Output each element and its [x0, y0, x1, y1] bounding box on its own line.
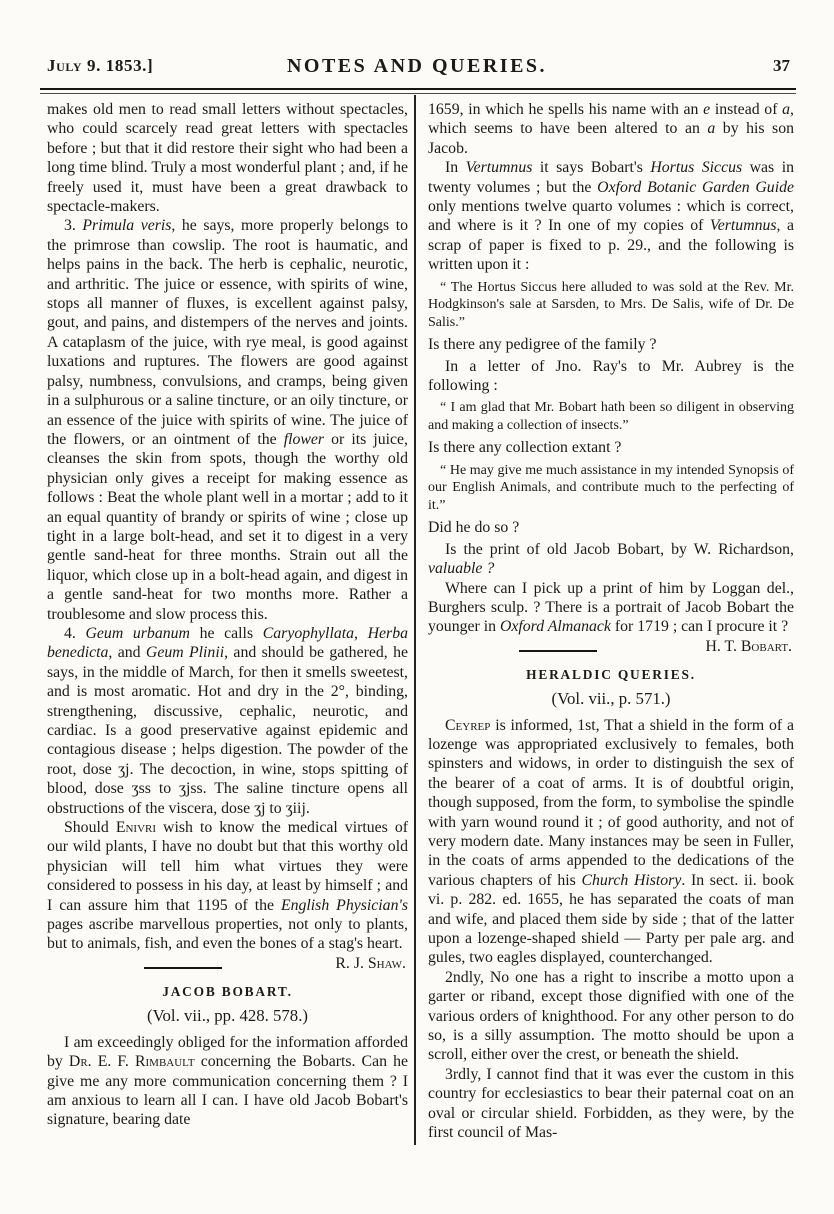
paragraph-text: makes old men to read small letters without spectacles, who could scarcely read great letters with spectacles before ; but that it did restore their sight who had been a long time blind. Truly a most wonderful plant ; and, if he freely used it, must have been a great drawback to spectacle-makers.: [47, 101, 408, 216]
paragraph: [47, 624, 408, 818]
paragraph-text: Should Enivri wish to know the medical virtues of our wild plants, I have no doubt but that this worthy old physician will tell him what virtues they were considered to possess in his day, at least by himself ; and I can assure him that 1195 of the English Physician's pages ascribe marvellous properties, not only to plants, but to animals, fish, and even the bones of a stag's heart.: [47, 819, 408, 953]
section-divider: [144, 967, 222, 969]
paragraph-text: In Vertumnus it says Bobart's Hortus Siccus was in twenty volumes ; but the Oxford Botanic Garden Guide only mentions twelve quarto volumes : which is correct, and where is it ? In one of my copies of Vertumnus, a scrap of paper is fixed to p. 29., and the following is written upon it :: [428, 159, 794, 274]
paragraph: [428, 100, 794, 158]
section-heading: JACOB BOBART.: [162, 983, 293, 999]
section-heading: HERALDIC QUERIES.: [526, 666, 696, 682]
paragraph: [428, 1065, 794, 1143]
block-quote: “ I am glad that Mr. Bobart hath been so diligent in observing and making a collection of insects.”: [428, 400, 794, 433]
paragraph-text: 3rdly, I cannot find that it was ever the custom in this country for ecclesiastics to bear their paternal coat on an oval or circular shield. Forbidden, as they were, by the first council of Mas-: [428, 1065, 794, 1142]
paragraph: [428, 357, 794, 396]
query-line: Is there any pedigree of the family ?: [428, 336, 657, 354]
paragraph: [47, 818, 408, 972]
author-signature: R. J. Shaw.: [335, 954, 406, 972]
paragraph: [428, 579, 794, 655]
header-rule: [40, 88, 796, 94]
volume-reference: (Vol. vii., p. 571.): [551, 689, 671, 709]
paragraph-text: 4. Geum urbanum he calls Caryophyllata, Herba benedicta, and Geum Plinii, and should be gathered, he says, in the middle of March, for then it smells sweetest, and is most aromatic. Hot and dry in the 2°, binding, strengthening, discussive, cephalic, neurotic, and cardiac. Is a good preservative against epidemic and contagious disease ; helps digestion. The powder of the root, dose ʒj. The decoction, in wine, stops spitting of blood, dose ʒss to ʒjss. The saline tincture opens all obstructions of the viscera, dose ʒj to ʒiij.: [47, 624, 408, 817]
paragraph-text: Is the print of old Jacob Bobart, by W. Richardson, valuable ?: [428, 540, 794, 578]
paragraph: [428, 716, 794, 968]
query-line: Is there any collection extant ?: [428, 439, 622, 457]
paragraph: [47, 1033, 408, 1130]
column-divider: [414, 95, 416, 1145]
paragraph: [428, 968, 794, 1065]
header-date: July 9. 1853.]: [47, 56, 154, 75]
paragraph: [47, 100, 408, 216]
right-column: [428, 100, 794, 1142]
paragraph-text: 2ndly, No one has a right to inscribe a motto upon a garter or riband, except those dignified with one of the various orders of knighthood. For any other person to do so, is a silly assumption. The motto should be upon a scroll, either over the crest, or beneath the shield.: [428, 968, 794, 1064]
paragraph-text: In a letter of Jno. Ray's to Mr. Aubrey is the following :: [428, 357, 794, 394]
paragraph-text: Where can I pick up a print of him by Loggan del., Burghers sculp. ? There is a portrait of Jacob Bobart the younger in Oxford Almanack for 1719 ; can I procure it ?: [428, 579, 794, 636]
paragraph: [428, 540, 794, 579]
paragraph-text: Ceyrep is informed, 1st, That a shield in the form of a lozenge was appropriated exclusively to females, both spinsters and widows, in order to distinguish the sex of the bearer of a coat of arms. It is of doubtful origin, though supposed, from the form, to symbolise the spindle with yarn wound round it ; of good authority, and not of very modern date. Many instances may be seen in Fuller, in the coats of arms appended to the dedications of the various chapters of his Church History. In sect. ii. book vi. p. 282. ed. 1655, he has separated the coats of man and wife, and placed them side by side ; that of the latter upon a lozenge-shaped shield — Party per pale arg. and gules, two eagles displayed, counterchanged.: [428, 716, 795, 967]
block-quote: “ He may give me much assistance in my intended Synopsis of our English Animals, and contribute much to the perfecting of it.”: [428, 462, 794, 513]
block-quote: “ The Hortus Siccus here alluded to was sold at the Rev. Mr. Hodgkinson's sale at Sarsden, to Mrs. De Salis, wife of Dr. De Salis.”: [428, 279, 794, 330]
paragraph-text: I am exceedingly obliged for the information afforded by Dr. E. F. Rimbault concerning the Bobarts. Can he give me any more communication concerning them ? I am anxious to learn all I can. I have old Jacob Bobart's signature, bearing date: [47, 1033, 408, 1129]
query-line: Did he do so ?: [428, 519, 520, 537]
volume-reference: (Vol. vii., pp. 428. 578.): [147, 1006, 308, 1026]
paragraph-text: 1659, in which he spells his name with an e instead of a, which seems to have been altered to an a by his son Jacob.: [428, 101, 794, 157]
author-signature: H. T. Bobart.: [705, 637, 792, 655]
page-title: NOTES AND QUERIES.: [286, 55, 548, 77]
page-number: 37: [773, 56, 790, 75]
section-divider: [519, 650, 597, 652]
paragraph: [47, 216, 408, 624]
paragraph-text: 3. Primula veris, he says, more properly belongs to the primrose than cowslip. The root is haumatic, and helps pains in the back. The herb is cephalic, neurotic, and arthritic. The juice or essence, with spirits of wine, stops all manner of fluxes, is excellent against palsy, gout, and pains, and distempers of the nerves and joints. A cataplasm of the juice, with rye meal, is good against luxations and ruptures. The flowers are good against palsy, numbness, convulsions, and cramps, being given in a sulphurous or a saline tincture, or an oily tincture, or an essence of the juice with spirits of wine. The juice of the flowers, or an ointment of the flower or its juice, cleanses the skin from spots, though the worthy old physician only gives a receipt for making essence as follows : Beat the whole plant well in a mortar ; add to it an equal quantity of brandy or spirits of wine ; close up tight in a large bolt-head, and set it to digest in a very gentle sand-heat for three months. Strain out all the liquor, which close up in a bolt-head again, and digest in a gentle sand-heat for two months more. Rather a troublesome and slow process this.: [47, 217, 408, 623]
paragraph: [428, 158, 794, 274]
left-column: [47, 100, 408, 1130]
